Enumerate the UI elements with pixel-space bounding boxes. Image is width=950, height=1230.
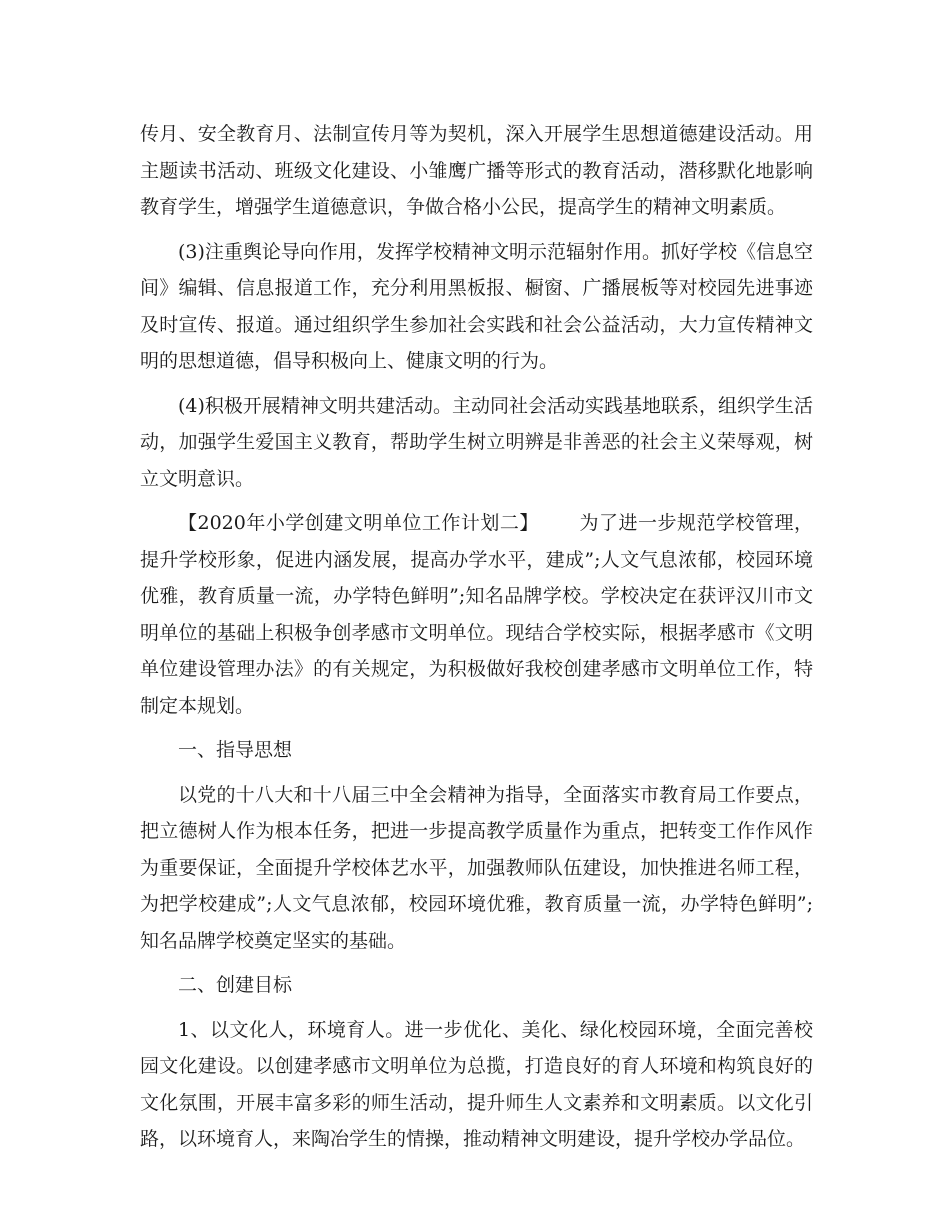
paragraph-continuation: 传月、安全教育月、法制宣传月等为契机，深入开展学生思想道德建设活动。用主题读书活动、班级文化建设、小雏鹰广播等形式的教育活动，潜移默化地影响教育学生，增强学生道德意识，争做合格小公民，提高学生的精神文明素质。 — [140, 123, 813, 218]
plan-two-text: 为了进一步规范学校管理，提升学校形象，促进内涵发展，提高办学水平，建成”;人文气息浓郁，校园环境优雅，教育质量一流，办学特色鲜明”;知名品牌学校。学校决定在获评汉川市文明单位的基础上积极争创孝感市文明单位。现结合学校实际，根据孝感市《文明单位建设管理办法》的有关规定，为积极做好我校创建孝感市文明单位工作，特制定本规划。 — [140, 512, 813, 717]
section-heading-goals: 二、创建目标 — [178, 974, 293, 996]
section-heading-guiding-thought: 一、指导思想 — [178, 739, 293, 761]
paragraph-guiding-thought: 以党的十八大和十八届三中全会精神为指导，全面落实市教育局工作要点，把立德树人作为根本任务，把进一步提高教学质量作为重点，把转变工作作风作为重要保证，全面提升学校体艺水平，加强教师队伍建设，加快推进名师工程，为把学校建成”;人文气息浓郁，校园环境优雅，教育质量一流，办学特色鲜明”;知名品牌学校奠定坚实的基础。 — [140, 783, 813, 952]
document-body — [140, 116, 813, 1166]
plan-two-heading: 【2020年小学创建文明单位工作计划二】 — [178, 512, 539, 534]
paragraph-plan-two-intro — [140, 505, 813, 724]
paragraph-goal-1: 1、以文化人，环境育人。进一步优化、美化、绿化校园环境，全面完善校园文化建设。以创建孝感市文明单位为总揽，打造良好的育人环境和构筑良好的文化氛围，开展丰富多彩的师生活动，提升师生人文素养和文明素质。以文化引路，以环境育人，来陶冶学生的情操，推动精神文明建设，提升学校办学品位。 — [140, 1018, 813, 1150]
paragraph-item-4: (4)积极开展精神文明共建活动。主动同社会活动实践基地联系，组织学生活动，加强学生爱国主义教育，帮助学生树立明辨是非善恶的社会主义荣辱观，树立文明意识。 — [140, 394, 813, 490]
paragraph-item-3: (3)注重舆论导向作用，发挥学校精神文明示范辐射作用。抓好学校《信息空间》编辑、信息报道工作，充分利用黑板报、橱窗、广播展板等对校园先进事迹及时宣传、报道。通过组织学生参加社会实践和社会公益活动，大力宣传精神文明的思想道德，倡导积极向上、健康文明的行为。 — [140, 240, 813, 372]
